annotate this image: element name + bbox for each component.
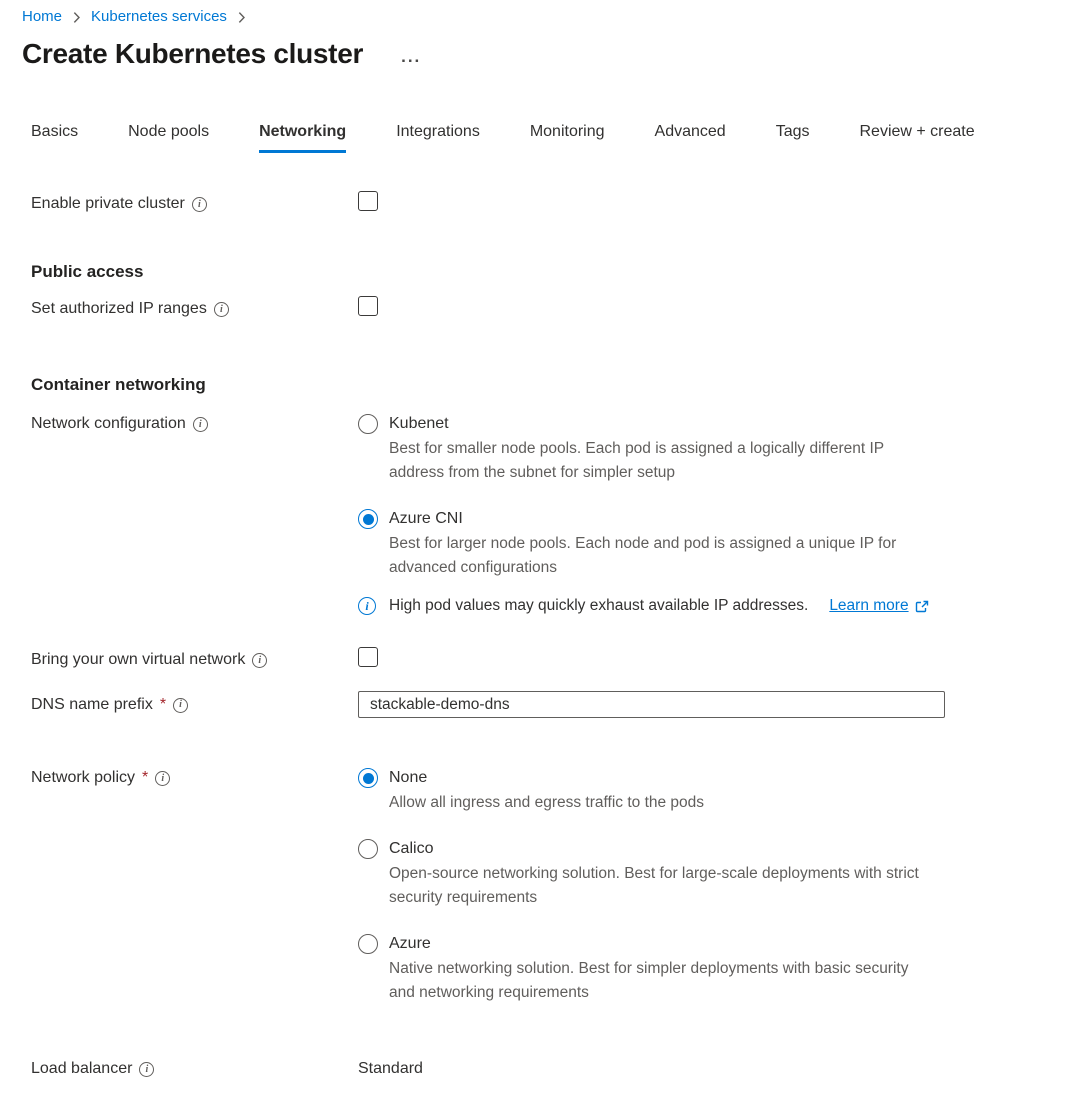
info-icon[interactable] bbox=[192, 197, 207, 212]
required-marker: * bbox=[142, 769, 149, 786]
info-note-text: High pod values may quickly exhaust available IP addresses. bbox=[389, 597, 809, 614]
info-icon[interactable] bbox=[139, 1062, 154, 1077]
ip-exhaustion-info-note bbox=[358, 597, 934, 615]
radio-icon bbox=[358, 839, 378, 859]
ellipsis-icon[interactable]: ... bbox=[399, 44, 423, 69]
chevron-right-icon bbox=[70, 11, 83, 24]
radio-option-description: Best for smaller node pools. Each pod is assigned a logically different IP address from the subnet for simpler setup bbox=[389, 440, 884, 481]
tab-monitoring[interactable]: Monitoring bbox=[529, 123, 605, 140]
info-icon[interactable] bbox=[173, 698, 188, 713]
public-access-heading: Public access bbox=[31, 262, 144, 281]
network-policy-row bbox=[31, 767, 1067, 1005]
tab-advanced[interactable]: Advanced bbox=[654, 123, 726, 140]
breadcrumb-home-link[interactable]: Home bbox=[22, 8, 63, 25]
radio-option-description: Native networking solution. Best for simpler deployments with basic security and networking requirements bbox=[389, 960, 909, 1001]
breadcrumb-kubernetes-services-link[interactable]: Kubernetes services bbox=[91, 8, 227, 25]
enable-private-cluster-checkbox[interactable] bbox=[358, 191, 378, 211]
load-balancer-row bbox=[31, 1058, 1067, 1080]
networking-form bbox=[31, 193, 1067, 1080]
radio-option-label: Azure bbox=[389, 935, 431, 952]
bring-your-own-vnet-row bbox=[31, 649, 1067, 671]
radio-option-azure[interactable] bbox=[358, 933, 934, 1005]
breadcrumb bbox=[22, 8, 1067, 25]
radio-option-description: Best for larger node pools. Each node and pod is assigned a unique IP for advanced configurations bbox=[389, 535, 897, 576]
radio-option-none[interactable] bbox=[358, 767, 934, 815]
radio-icon bbox=[358, 509, 378, 529]
load-balancer-label: Load balancer i bbox=[31, 1058, 358, 1080]
info-icon bbox=[358, 597, 376, 615]
radio-option-label: Kubenet bbox=[389, 415, 449, 432]
network-configuration-label: Network configuration i bbox=[31, 413, 358, 435]
info-icon[interactable] bbox=[193, 417, 208, 432]
wizard-tabs bbox=[31, 123, 1067, 153]
radio-option-azure-cni[interactable] bbox=[358, 508, 934, 580]
radio-option-label: Calico bbox=[389, 840, 434, 857]
page-title: Create Kubernetes cluster bbox=[22, 38, 364, 69]
network-configuration-row bbox=[31, 413, 1067, 615]
radio-icon bbox=[358, 414, 378, 434]
info-icon[interactable] bbox=[214, 302, 229, 317]
chevron-right-icon bbox=[235, 11, 248, 24]
dns-name-prefix-input[interactable] bbox=[358, 691, 945, 718]
bring-your-own-vnet-checkbox[interactable] bbox=[358, 647, 378, 667]
enable-private-cluster-row bbox=[31, 193, 1067, 215]
network-configuration-radio-group bbox=[358, 413, 934, 580]
tab-integrations[interactable]: Integrations bbox=[396, 123, 480, 140]
learn-more-link[interactable]: Learn more bbox=[829, 597, 909, 614]
bring-your-own-vnet-label: Bring your own virtual network i bbox=[31, 649, 358, 671]
tab-basics[interactable]: Basics bbox=[31, 123, 79, 140]
radio-option-description: Allow all ingress and egress traffic to the pods bbox=[389, 794, 705, 811]
info-icon[interactable] bbox=[252, 653, 267, 668]
radio-option-calico[interactable] bbox=[358, 838, 934, 910]
set-authorized-ip-ranges-checkbox[interactable] bbox=[358, 296, 378, 316]
radio-icon bbox=[358, 934, 378, 954]
tab-node-pools[interactable]: Node pools bbox=[128, 123, 210, 140]
set-authorized-ip-ranges-label: Set authorized IP ranges i bbox=[31, 298, 358, 320]
tab-tags[interactable]: Tags bbox=[775, 123, 810, 140]
info-icon[interactable] bbox=[155, 771, 170, 786]
external-link-icon bbox=[915, 600, 929, 614]
dns-name-prefix-row bbox=[31, 691, 1067, 718]
radio-option-kubenet[interactable] bbox=[358, 413, 934, 485]
radio-option-label: Azure CNI bbox=[389, 510, 463, 527]
set-authorized-ip-ranges-row bbox=[31, 298, 1067, 320]
title-row bbox=[22, 38, 1067, 70]
network-policy-label: Network policy * i bbox=[31, 767, 358, 789]
dns-name-prefix-label: DNS name prefix * i bbox=[31, 694, 358, 716]
required-marker: * bbox=[159, 695, 167, 713]
radio-icon bbox=[358, 768, 378, 788]
container-networking-heading: Container networking bbox=[31, 375, 206, 394]
network-policy-radio-group bbox=[358, 767, 934, 1005]
load-balancer-value: Standard bbox=[358, 1060, 423, 1077]
tab-review-create[interactable]: Review + create bbox=[859, 123, 975, 140]
tab-networking[interactable]: Networking bbox=[259, 123, 346, 153]
enable-private-cluster-label: Enable private cluster i bbox=[31, 193, 358, 215]
radio-option-label: None bbox=[389, 769, 428, 786]
radio-option-description: Open-source networking solution. Best for large-scale deployments with strict security requirements bbox=[389, 865, 919, 906]
